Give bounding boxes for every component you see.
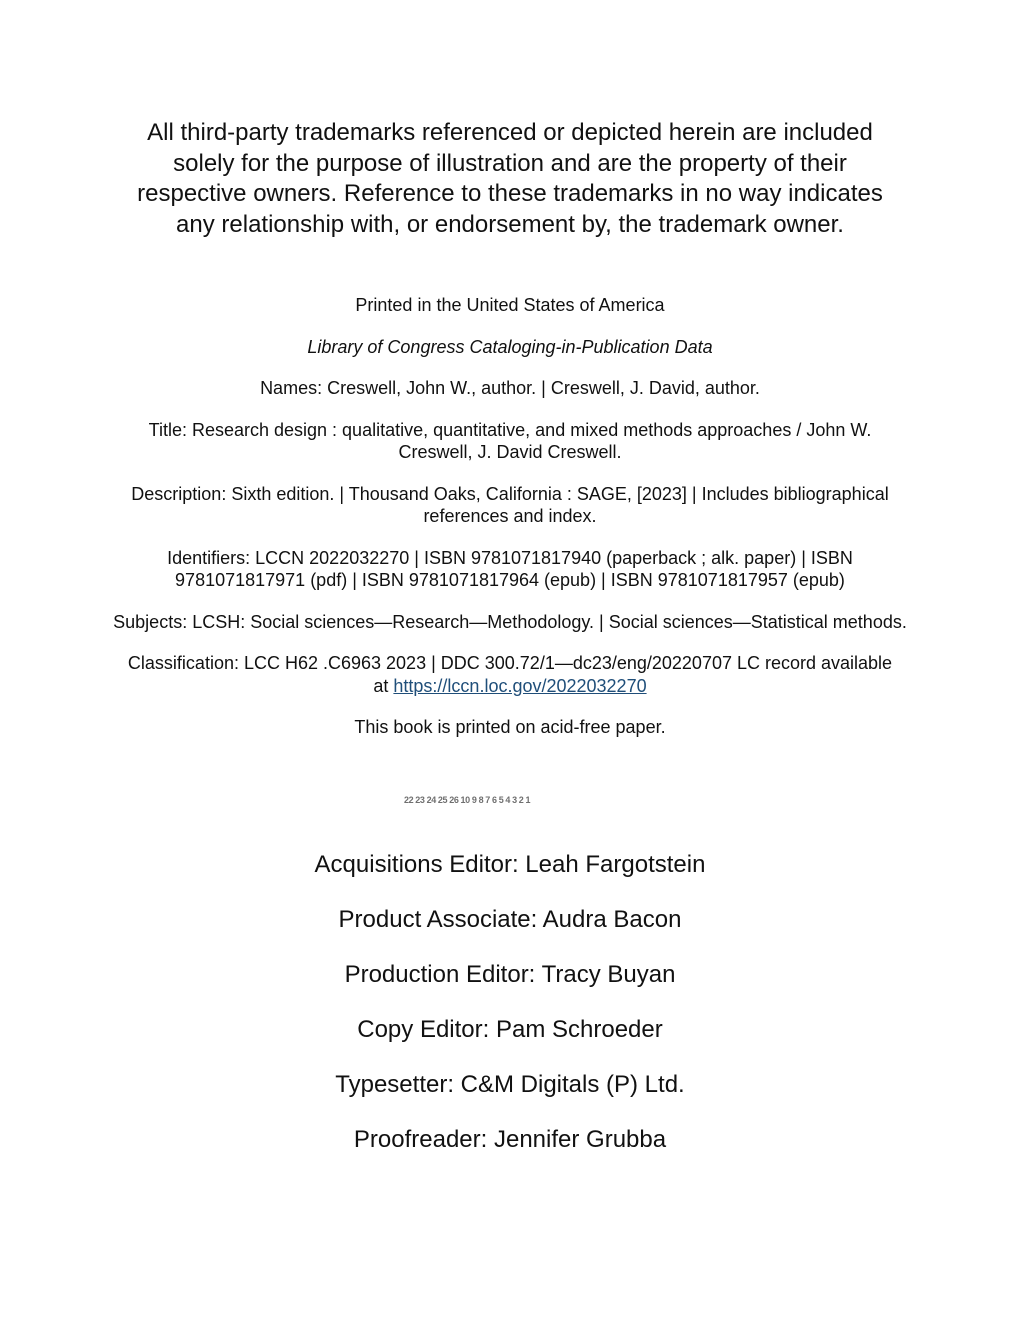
printed-in-line: Printed in the United States of America (355, 295, 665, 315)
credit-copy-editor: Copy Editor: Pam Schroeder (357, 1016, 663, 1043)
credit-acquisitions-editor: Acquisitions Editor: Leah Fargotstein (314, 851, 706, 878)
staff-credits (160, 850, 860, 1180)
cip-classification (110, 652, 910, 697)
cataloging-data-block (110, 294, 910, 758)
credit-production-editor: Production Editor: Tracy Buyan (344, 961, 676, 988)
credit-proofreader: Proofreader: Jennifer Grubba (353, 1126, 667, 1153)
cip-title: Title: Research design : qualitative, quantitative, and mixed methods approaches / John W. Creswell, J. David Creswell. (148, 419, 872, 462)
cip-identifiers: Identifiers: LCCN 2022032270 | ISBN 9781071817940 (paperback ; alk. paper) | ISBN 9781071817971 (pdf) | ISBN 9781071817964 (epub) | ISBN 9781071817957 (epub) (167, 547, 853, 590)
cip-description: Description: Sixth edition. | Thousand Oaks, California : SAGE, [2023] | Includes bibliographical references and index. (131, 483, 889, 526)
credit-product-associate: Product Associate: Audra Bacon (338, 906, 682, 933)
cip-heading: Library of Congress Cataloging-in-Publication Data (307, 336, 713, 357)
classification-text: Classification: LCC H62 .C6963 2023 | DDC 300.72/1—dc23/eng/20220707 LC record available at (127, 653, 893, 696)
trademark-notice: All third-party trademarks referenced or depicted herein are included solely for the purpose of illustration and are the property of their respective owners. Reference to these trademarks in no way indicates any relationship with, or endorsement by, the trademark owner. (137, 119, 883, 238)
cip-subjects: Subjects: LCSH: Social sciences—Research—Methodology. | Social sciences—Statistical methods. (113, 611, 907, 632)
acid-free-note: This book is printed on acid-free paper. (354, 717, 666, 737)
cip-names: Names: Creswell, John W., author. | Creswell, J. David, author. (260, 378, 760, 398)
credit-typesetter: Typesetter: C&M Digitals (P) Ltd. (335, 1071, 685, 1098)
lccn-record-link[interactable]: https://lccn.loc.gov/2022032270 (393, 675, 647, 696)
printer-key-line: 22 23 24 25 26 10 9 8 7 6 5 4 3 2 1 (404, 795, 531, 805)
